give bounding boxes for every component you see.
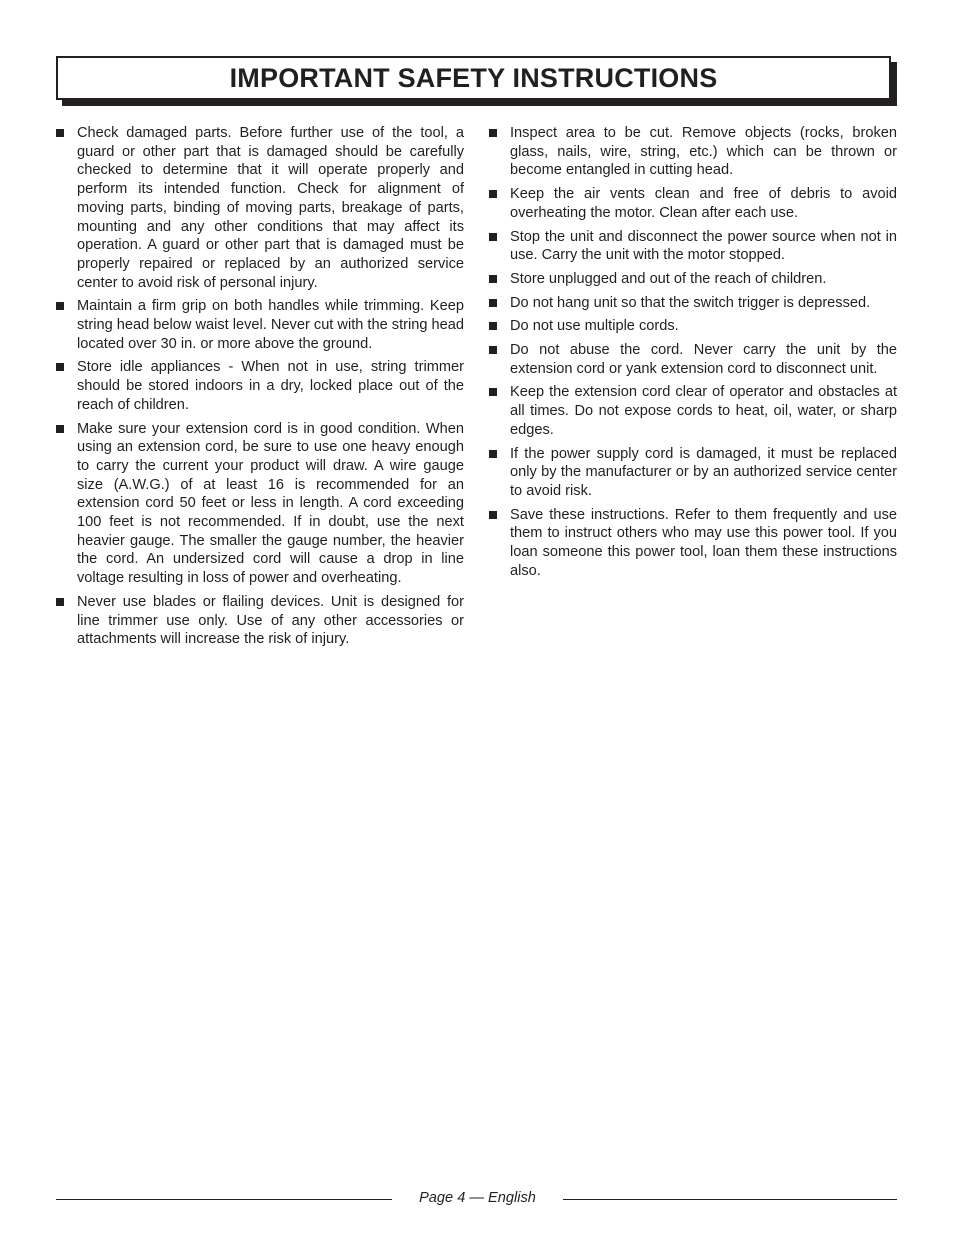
list-item-text: If the power supply cord is damaged, it must be replaced only by the manufacturer or by an authorized service center to avoid risk. (510, 445, 897, 499)
list-item (489, 124, 897, 180)
list-item (489, 294, 897, 313)
list-item-text: Keep the air vents clean and free of debris to avoid overheating the motor. Clean after each use. (510, 186, 897, 221)
list-item-text: Maintain a firm grip on both handles while trimming. Keep string head below waist level. Never cut with the string head located over 30 in. or more above the ground. (77, 298, 464, 352)
page-title: IMPORTANT SAFETY INSTRUCTIONS (229, 62, 718, 93)
list-item-text: Do not hang unit so that the switch trigger is depressed. (510, 294, 871, 311)
square-bullet-icon (489, 450, 497, 458)
square-bullet-icon (489, 299, 497, 307)
list-item-text: Store unplugged and out of the reach of children. (510, 270, 827, 287)
list-item-text: Save these instructions. Refer to them frequently and use them to instruct others who may use this power tool. If you loan someone this power tool, loan them these instructions also. (510, 506, 897, 579)
page-number: Page 4 — English (419, 1190, 536, 1206)
list-item-text: Never use blades or flailing devices. Unit is designed for line trimmer use only. Use of any other accessories or attachments will increase the risk of injury. (77, 593, 464, 648)
square-bullet-icon (489, 129, 497, 137)
list-item (489, 383, 897, 439)
square-bullet-icon (56, 598, 64, 606)
list-item-text: Do not use multiple cords. (510, 318, 679, 335)
list-item (56, 593, 464, 649)
square-bullet-icon (489, 275, 497, 283)
square-bullet-icon (56, 129, 64, 137)
square-bullet-icon (489, 190, 497, 198)
list-item-text: Make sure your extension cord is in good condition. When using an extension cord, be sure to use one heavy enough to carry the current your product will draw. A wire gauge size (A.W.G.) of at least 16 is recommended for an extension cord 50 feet or less in length. A cord exceeding 100 feet is not recommended. If in doubt, use the next heavier gauge. The smaller the gauge number, the heavier the cord. An undersized cord will cause a drop in line voltage resulting in loss of power and overheating. (77, 420, 464, 587)
square-bullet-icon (489, 346, 497, 354)
list-item (56, 358, 464, 414)
footer-divider-left (56, 1199, 392, 1200)
list-item (489, 317, 897, 336)
footer-divider-right (563, 1199, 897, 1200)
square-bullet-icon (56, 302, 64, 310)
section-header-box (56, 56, 891, 100)
list-item-text: Do not abuse the cord. Never carry the unit by the extension cord or yank extension cord to disconnect unit. (510, 342, 897, 377)
square-bullet-icon (489, 388, 497, 396)
square-bullet-icon (489, 322, 497, 330)
list-item-text: Keep the extension cord clear of operator and obstacles at all times. Do not expose cords to heat, oil, water, or sharp edges. (510, 384, 897, 438)
list-item-text: Stop the unit and disconnect the power source when not in use. Carry the unit with the motor stopped. (510, 228, 897, 264)
list-item (56, 124, 464, 292)
list-item (56, 420, 464, 588)
list-item (489, 341, 897, 378)
square-bullet-icon (56, 425, 64, 433)
square-bullet-icon (489, 511, 497, 519)
square-bullet-icon (489, 233, 497, 241)
list-item (56, 297, 464, 353)
list-item (489, 228, 897, 265)
list-item-text: Inspect area to be cut. Remove objects (rocks, broken glass, nails, wire, string, etc.) which can be thrown or become entangled in cutting head. (510, 125, 897, 179)
right-column-list (489, 124, 897, 585)
list-item (489, 445, 897, 501)
list-item-text: Store idle appliances - When not in use, string trimmer should be stored indoors in a dry, locked place out of the reach of children. (77, 359, 464, 413)
list-item-text: Check damaged parts. Before further use of the tool, a guard or other part that is damaged should be carefully checked to determine that it will operate properly and perform its intended function. Check for alignment of moving parts, binding of moving parts, breakage of parts, mounting and any other conditions that may affect its operation. A guard or other part that is damaged must be properly repaired or replaced by an authorized service center to avoid risk of personal injury. (77, 125, 464, 291)
list-item (489, 506, 897, 581)
list-item (489, 185, 897, 222)
square-bullet-icon (56, 363, 64, 371)
left-column-list (56, 124, 464, 654)
list-item (489, 270, 897, 289)
